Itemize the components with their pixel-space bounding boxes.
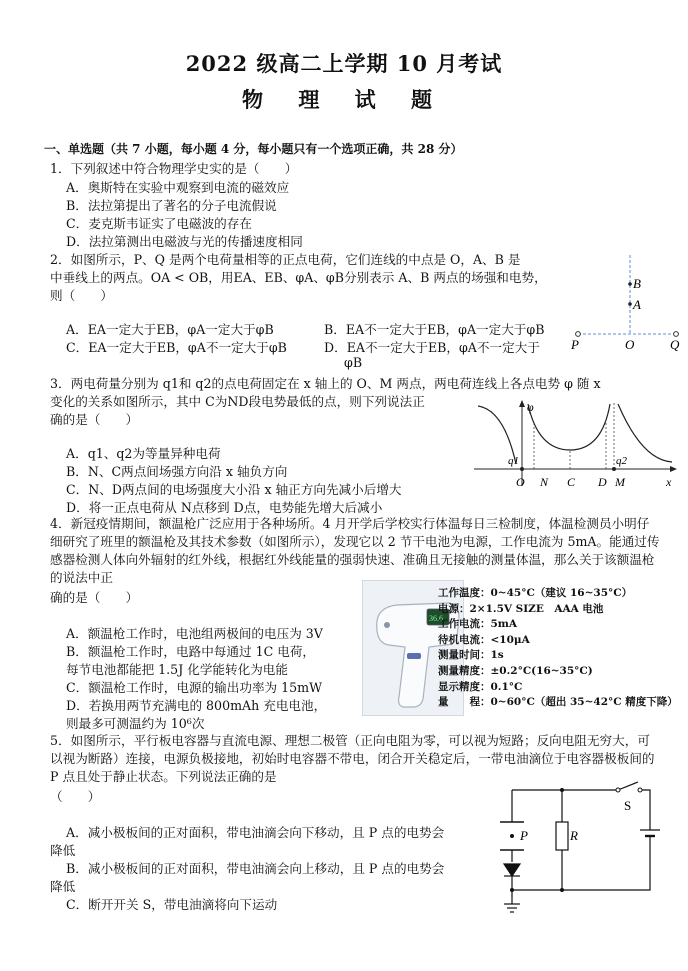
spec-power: 电源：2×1.5V SIZE AAA 电池 bbox=[438, 602, 604, 615]
potential-curve-middle bbox=[528, 404, 610, 450]
label-d: D bbox=[598, 475, 607, 489]
label-s: S bbox=[624, 798, 632, 813]
spec-operating-temp: 工作温度：0~45°C（建议 16~35°C） bbox=[438, 587, 633, 599]
spec-range: 量 程：0~60°C（超出 35~42°C 精度下降） bbox=[438, 696, 678, 709]
q3-stem-line1: 3．两电荷量分别为 q1和 q2的点电荷固定在 x 轴上的 O、M 两点，两电荷连线上各点电势 φ 随 x bbox=[50, 376, 601, 391]
switch-right-wire bbox=[640, 790, 650, 830]
q3-stem-line2: 变化的关系如图所示，其中 C为ND段电势最低的点，则下列说法正 bbox=[50, 394, 425, 409]
switch-blade bbox=[618, 782, 638, 790]
q3-stem-line3: 确的是（ ） bbox=[50, 412, 139, 427]
q1-stem: 1．下列叙述中符合物理学史实的是（ ） bbox=[50, 161, 298, 176]
q5-stem: 5．如图所示，平行板电容器与直流电源、理想二极管（正向电阻为零，可以视为短路；反向电阻无穷大，可以视为断路）连接，电源负极接地，初始时电容器不带电，闭合开关稳定后，一带电油滴位于电容器极板间的 P 点且处于静止状态。下列说法正确的是 bbox=[50, 733, 655, 784]
switch-contact bbox=[638, 788, 642, 792]
q4-option-b-line2: 每节电池都能把 1.5J 化学能转化为电能 bbox=[66, 662, 288, 677]
q5-option-b-line1: B．减小极板间的正对面积，带电油滴会向上移动，且 P 点的电势会 bbox=[66, 861, 445, 876]
q2-option-d-cont: φB bbox=[344, 355, 363, 370]
charge-q-dot bbox=[674, 332, 679, 337]
q5-option-a-line1: A．减小极板间的正对面积，带电油滴会向下移动，且 P 点的电势会 bbox=[66, 825, 445, 840]
label-p: P bbox=[571, 337, 579, 352]
label-q1: q1 bbox=[508, 455, 519, 467]
diode-triangle bbox=[504, 864, 520, 876]
q4-option-a: A．额温枪工作时，电池组两极间的电压为 3V bbox=[66, 626, 323, 641]
phi-axis-arrow bbox=[519, 400, 525, 407]
junction-ground bbox=[510, 888, 514, 892]
q3-figure bbox=[472, 398, 680, 490]
q5-bracket: （ ） bbox=[50, 789, 101, 804]
junction-top bbox=[560, 788, 564, 792]
q4-stem: 4．新冠疫情期间，额温枪广泛应用于各种场所。4 月开学后学校实行体温每日三检制度，体温检测员小明仔细研究了班里的额温枪及其技术参数（如图所示），发现它以 2 节干电池为电源，工作电流为 5mA。能通过传感器检测人体向外辐射的红外线，根据红外线能量的强弱快速、准确且无接触的测量体温，那么关于该额温枪的说法中正 bbox=[50, 516, 660, 585]
resistor-body bbox=[556, 822, 568, 850]
q5-option-a-line2: 降低 bbox=[50, 843, 76, 858]
point-b-dot bbox=[628, 282, 632, 286]
spec-standby-current: 待机电流：<10μA bbox=[438, 633, 530, 646]
switch-pivot bbox=[616, 788, 620, 792]
q2-stem-line2: 中垂线上的两点。OA < OB，用EA、EB、φA、φB分别表示 A、B 两点的场强和电势， bbox=[50, 270, 547, 285]
q3-option-c: C．N、D两点间的电场强度大小沿 x 轴正方向先减小后增大 bbox=[66, 482, 402, 497]
label-n: N bbox=[540, 475, 549, 489]
label-m: M bbox=[615, 475, 625, 489]
q2-option-d: D．EA不一定大于EB，φA不一定大于 bbox=[324, 340, 540, 355]
q3-option-b: B．N、C两点间场强方向沿 x 轴负方向 bbox=[66, 464, 288, 479]
q4-option-d-line2: 则最多可测温约为 10⁶次 bbox=[66, 716, 205, 731]
q1-option-a: A．奥斯特在实验中观察到电流的磁效应 bbox=[66, 180, 290, 195]
potential-curve-right bbox=[618, 404, 672, 462]
charge-q1-dot bbox=[520, 467, 524, 471]
q5-circuit bbox=[490, 780, 670, 920]
q1-option-d: D．法拉第测出电磁波与光的传播速度相同 bbox=[66, 234, 303, 249]
page-subtitle: 物 理 试 题 bbox=[242, 87, 446, 112]
q4-option-b-line1: B．额温枪工作时，电路中每通过 1C 电荷， bbox=[66, 644, 316, 659]
q1-option-b: B．法拉第提出了著名的分子电流假说 bbox=[66, 198, 277, 213]
label-p: P bbox=[520, 828, 528, 843]
q4-stem-end: 确的是（ ） bbox=[50, 590, 139, 605]
q2-figure bbox=[566, 250, 684, 352]
q5-option-b-line2: 降低 bbox=[50, 879, 76, 894]
device-screen-reading: 36.6 bbox=[429, 614, 443, 623]
q5-option-c: C．断开开关 S，带电油滴将向下运动 bbox=[66, 897, 278, 912]
spec-working-current: 工作电流：5mA bbox=[438, 618, 518, 631]
section-heading: 一、单选题（共 7 小题，每小题 4 分，每小题只有一个选项正确，共 28 分） bbox=[44, 142, 463, 156]
q3-option-d: D．将一正点电荷从 N点移到 D点，电势能先增大后减小 bbox=[66, 500, 383, 515]
bottom-wire bbox=[512, 836, 650, 890]
spec-list bbox=[438, 586, 678, 711]
q4-option-d-line1: D．若换用两节充满电的 800mAh 充电电池， bbox=[66, 698, 327, 713]
spec-display-precision: 显示精度：0.1°C bbox=[438, 680, 523, 693]
q2-stem-line1: 2．如图所示，P、Q 是两个电荷量相等的正点电荷，它们连线的中点是 O，A、B 是 bbox=[50, 252, 521, 267]
spec-measure-time: 测量时间：1s bbox=[438, 649, 504, 662]
oil-drop-p bbox=[510, 834, 514, 838]
charge-p-dot bbox=[576, 332, 581, 337]
junction-bottom bbox=[560, 888, 564, 892]
label-a: A bbox=[633, 297, 641, 312]
label-b: B bbox=[633, 276, 641, 291]
q1-option-c: C．麦克斯韦证实了电磁波的存在 bbox=[66, 216, 252, 231]
charge-q2-dot bbox=[612, 467, 616, 471]
q2-stem-line3: 则（ ） bbox=[50, 288, 113, 303]
label-x: x bbox=[666, 475, 672, 489]
q2-option-a: A．EA一定大于EB，φA一定大于φB bbox=[66, 322, 274, 337]
label-phi: φ bbox=[527, 400, 534, 414]
label-o: O bbox=[516, 475, 525, 489]
label-r: R bbox=[570, 828, 578, 843]
q2-option-b: B．EA不一定大于EB，φA一定大于φB bbox=[324, 322, 545, 337]
label-q: Q bbox=[670, 337, 680, 352]
q2-option-c: C．EA一定大于EB，φA不一定大于φB bbox=[66, 340, 287, 355]
label-q2: q2 bbox=[616, 455, 627, 467]
spec-accuracy: 测量精度：±0.2°C(16~35°C) bbox=[438, 664, 593, 677]
point-a-dot bbox=[628, 302, 632, 306]
x-axis-arrow bbox=[670, 466, 677, 472]
label-o: O bbox=[625, 337, 635, 352]
q4-option-c: C．额温枪工作时，电源的输出功率为 15mW bbox=[66, 680, 323, 695]
page-title: 2022 级高二上学期 10 月考试 bbox=[185, 51, 503, 76]
q3-option-a: A．q1、q2为等量异种电荷 bbox=[66, 446, 221, 461]
label-c: C bbox=[567, 475, 576, 489]
